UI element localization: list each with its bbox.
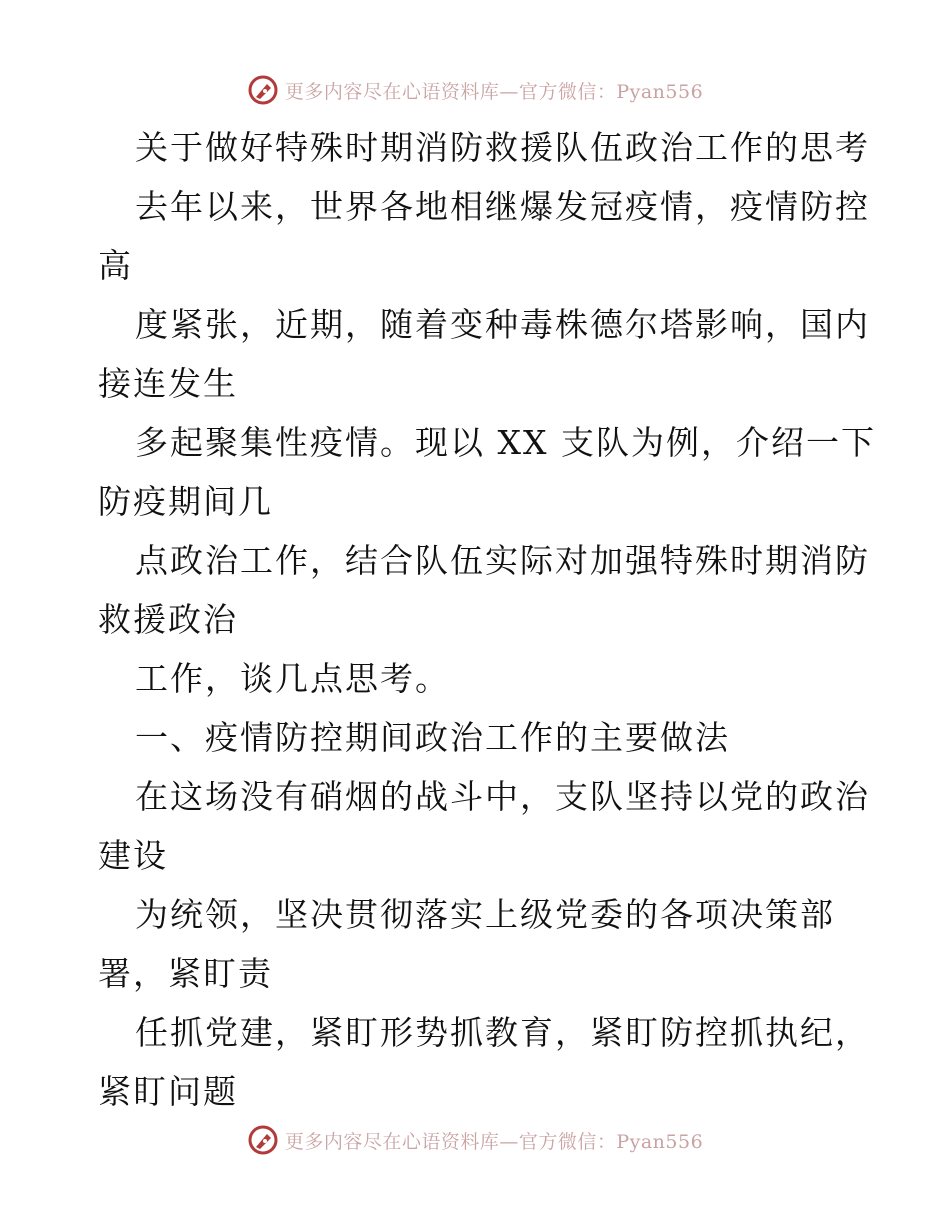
watermark-text: 更多内容尽在心语资料库—官方微信：Pyan556 <box>284 80 704 103</box>
paragraph-line: 紧盯问题 <box>98 1072 238 1111</box>
paragraph-line: 工作，谈几点思考。 <box>135 659 450 698</box>
paragraph-line: 任抓党建，紧盯形势抓教育，紧盯防控抓执纪， <box>135 1013 870 1052</box>
watermark-text: 更多内容尽在心语资料库—官方微信：Pyan556 <box>284 1130 704 1153</box>
document-body <box>98 118 876 1121</box>
paragraph-line: 救援政治 <box>98 600 238 639</box>
paragraph-line: 度紧张，近期，随着变种毒株德尔塔影响，国内 <box>135 305 870 344</box>
paragraph-line: 建设 <box>98 836 168 875</box>
paragraph-line: 高 <box>98 246 133 285</box>
paragraph-line: 为统领，坚决贯彻落实上级党委的各项决策部 <box>135 895 835 934</box>
header-watermark <box>0 70 950 110</box>
paragraph-line: 防疫期间几 <box>98 482 273 521</box>
paragraph-line: 署，紧盯责 <box>98 954 273 993</box>
pen-nib-circle-icon <box>247 1124 279 1156</box>
paragraph-line: 去年以来，世界各地相继爆发冠疫情，疫情防控 <box>135 187 870 226</box>
section-heading: 一、疫情防控期间政治工作的主要做法 <box>135 718 730 757</box>
footer-watermark <box>0 1120 950 1160</box>
paragraph-line: 点政治工作，结合队伍实际对加强特殊时期消防 <box>135 541 870 580</box>
doc-title: 关于做好特殊时期消防救援队伍政治工作的思考 <box>135 128 870 167</box>
paragraph-line: 多起聚集性疫情。现以 XX 支队为例，介绍一下 <box>135 423 876 462</box>
paragraph-line: 在这场没有硝烟的战斗中，支队坚持以党的政治 <box>135 777 870 816</box>
paragraph-line: 接连发生 <box>98 364 238 403</box>
pen-nib-circle-icon <box>247 74 279 106</box>
